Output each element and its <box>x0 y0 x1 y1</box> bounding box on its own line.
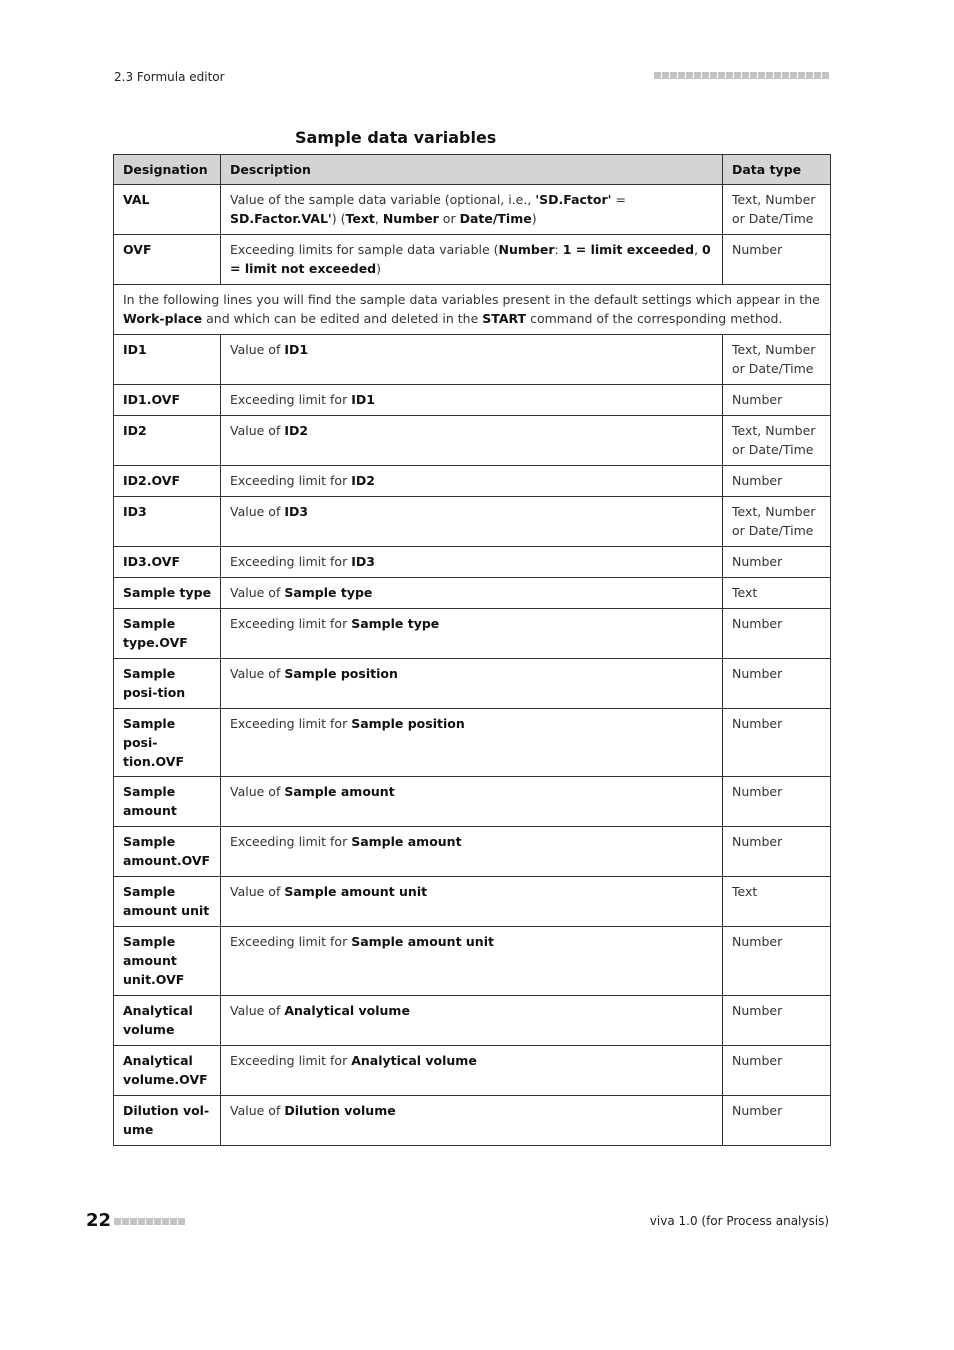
data-type-cell: Number <box>723 385 831 416</box>
description-cell <box>221 385 723 416</box>
designation-cell: ID2.OVF <box>114 466 221 497</box>
description-cell <box>221 497 723 547</box>
designation-cell: Sample amount unit <box>114 877 221 927</box>
description-cell <box>221 578 723 609</box>
bold-text: ID1 <box>351 392 375 407</box>
table-row <box>114 578 831 609</box>
bold-text: Work-place <box>123 311 203 326</box>
bold-text: Number <box>382 211 439 226</box>
table-row <box>114 877 831 927</box>
bold-text: Text <box>345 211 375 226</box>
designation-cell: Sample posi-tion <box>114 659 221 709</box>
designation-cell: ID1 <box>114 335 221 385</box>
text-run: = <box>611 192 626 207</box>
bold-text: ID2 <box>284 423 309 438</box>
data-type-cell: Number <box>723 1096 831 1146</box>
bold-text: Sample amount unit <box>284 884 428 899</box>
text-run: Value of <box>230 666 285 681</box>
table-row <box>114 777 831 827</box>
description-cell <box>221 185 723 235</box>
bold-text: Sample position <box>351 716 465 731</box>
description-cell <box>221 416 723 466</box>
description-cell <box>221 609 723 659</box>
description-cell <box>221 996 723 1046</box>
data-type-cell: Number <box>723 466 831 497</box>
decorative-square <box>742 72 749 79</box>
decorative-square <box>686 72 693 79</box>
text-run: Value of <box>230 504 285 519</box>
designation-cell: ID1.OVF <box>114 385 221 416</box>
bold-text: Analytical volume <box>351 1053 477 1068</box>
text-run: Exceeding limit for <box>230 473 352 488</box>
bold-text: Sample position <box>284 666 398 681</box>
bold-text: Sample amount <box>351 834 462 849</box>
decorative-square <box>138 1218 145 1225</box>
description-cell <box>221 827 723 877</box>
bold-text: Sample amount unit <box>351 934 494 949</box>
text-run: and which can be edited and deleted in the <box>202 311 483 326</box>
table-row <box>114 235 831 285</box>
decorative-square <box>814 72 821 79</box>
designation-cell: ID2 <box>114 416 221 466</box>
data-type-cell: Number <box>723 609 831 659</box>
text-run: Value of <box>230 585 285 600</box>
designation-cell: Sample type.OVF <box>114 609 221 659</box>
header-square-bar <box>654 72 829 79</box>
section-title: Sample data variables <box>295 128 497 147</box>
text-run: Value of <box>230 342 285 357</box>
data-type-cell: Number <box>723 1046 831 1096</box>
table-row <box>114 1046 831 1096</box>
decorative-square <box>702 72 709 79</box>
running-head: 2.3 Formula editor <box>114 70 225 84</box>
text-run: Exceeding limit for <box>230 834 352 849</box>
table-row <box>114 709 831 777</box>
text-run: ) <box>376 261 382 276</box>
decorative-square <box>122 1218 129 1225</box>
data-type-cell: Number <box>723 659 831 709</box>
footer-square-bar <box>114 1218 185 1225</box>
description-cell <box>221 777 723 827</box>
description-cell <box>221 927 723 996</box>
decorative-square <box>114 1218 121 1225</box>
decorative-square <box>782 72 789 79</box>
sample-data-variables-table <box>113 154 831 1146</box>
decorative-square <box>790 72 797 79</box>
decorative-square <box>734 72 741 79</box>
table-row <box>114 927 831 996</box>
text-run: Value of <box>230 423 285 438</box>
decorative-square <box>726 72 733 79</box>
bold-text: 'SD.Factor' <box>535 192 612 207</box>
description-cell <box>221 466 723 497</box>
decorative-square <box>170 1218 177 1225</box>
text-run: Exceeding limit for <box>230 934 352 949</box>
data-type-cell: Text <box>723 578 831 609</box>
description-cell <box>221 235 723 285</box>
description-cell <box>221 709 723 777</box>
page-number: 22 <box>86 1210 112 1231</box>
bold-text: ID1 <box>284 342 309 357</box>
data-type-cell: Number <box>723 777 831 827</box>
table-row <box>114 827 831 877</box>
column-header-data-type: Data type <box>723 155 831 185</box>
designation-cell: Sample type <box>114 578 221 609</box>
bold-text: ID3 <box>284 504 309 519</box>
decorative-square <box>130 1218 137 1225</box>
text-run: Exceeding limit for <box>230 616 352 631</box>
designation-cell: Dilution vol-ume <box>114 1096 221 1146</box>
decorative-square <box>178 1218 185 1225</box>
table-row <box>114 466 831 497</box>
decorative-square <box>750 72 757 79</box>
designation-cell: ID3.OVF <box>114 547 221 578</box>
data-type-cell: Number <box>723 827 831 877</box>
data-type-cell: Text <box>723 877 831 927</box>
text-run: In the following lines you will find the sample data variables present in the default settings which appear in the <box>123 292 820 307</box>
text-run: Value of the sample data variable (optional, i.e., <box>230 192 536 207</box>
data-type-cell: Number <box>723 709 831 777</box>
description-cell <box>221 547 723 578</box>
bold-text: ID3 <box>351 554 375 569</box>
bold-text: Analytical volume <box>284 1003 410 1018</box>
table-row <box>114 996 831 1046</box>
designation-cell: ID3 <box>114 497 221 547</box>
decorative-square <box>758 72 765 79</box>
bold-text: Sample amount <box>284 784 395 799</box>
bold-text: Date/Time <box>459 211 532 226</box>
decorative-square <box>766 72 773 79</box>
table-note-cell <box>114 285 831 335</box>
table-row <box>114 185 831 235</box>
decorative-square <box>806 72 813 79</box>
table-row <box>114 285 831 335</box>
designation-cell: VAL <box>114 185 221 235</box>
table-header-row <box>114 155 831 185</box>
decorative-square <box>718 72 725 79</box>
text-run: Exceeding limit for <box>230 1053 352 1068</box>
table-row <box>114 1096 831 1146</box>
bold-text: Dilution volume <box>284 1103 396 1118</box>
description-cell <box>221 1046 723 1096</box>
text-run: , <box>374 211 383 226</box>
data-type-cell: Number <box>723 927 831 996</box>
data-type-cell: Text, Number or Date/Time <box>723 416 831 466</box>
decorative-square <box>162 1218 169 1225</box>
column-header-designation: Designation <box>114 155 221 185</box>
table-row <box>114 659 831 709</box>
text-run: , <box>694 242 703 257</box>
text-run: Exceeding limit for <box>230 716 352 731</box>
decorative-square <box>654 72 661 79</box>
data-type-cell: Number <box>723 547 831 578</box>
decorative-square <box>154 1218 161 1225</box>
text-run: ) ( <box>331 211 346 226</box>
decorative-square <box>822 72 829 79</box>
text-run: Exceeding limits for sample data variable ( <box>230 242 499 257</box>
designation-cell: Analytical volume.OVF <box>114 1046 221 1096</box>
text-run: Value of <box>230 884 285 899</box>
bold-text: Sample type <box>284 585 373 600</box>
designation-cell: Sample amount <box>114 777 221 827</box>
decorative-square <box>710 72 717 79</box>
bold-text: Sample type <box>351 616 440 631</box>
table-row <box>114 416 831 466</box>
bold-text: ID2 <box>351 473 375 488</box>
text-run: : <box>554 242 563 257</box>
footer-product-title: viva 1.0 (for Process analysis) <box>649 1214 829 1228</box>
description-cell <box>221 1096 723 1146</box>
text-run: Value of <box>230 1003 285 1018</box>
table-body <box>114 185 831 1146</box>
text-run: or <box>438 211 460 226</box>
table-row <box>114 385 831 416</box>
description-cell <box>221 877 723 927</box>
text-run: Exceeding limit for <box>230 392 352 407</box>
text-run: Value of <box>230 784 285 799</box>
designation-cell: Sample amount unit.OVF <box>114 927 221 996</box>
description-cell <box>221 335 723 385</box>
description-cell <box>221 659 723 709</box>
bold-text: SD.Factor.VAL' <box>230 211 332 226</box>
data-type-cell: Number <box>723 235 831 285</box>
text-run: Exceeding limit for <box>230 554 352 569</box>
table-row <box>114 497 831 547</box>
decorative-square <box>694 72 701 79</box>
decorative-square <box>678 72 685 79</box>
designation-cell: Sample posi-tion.OVF <box>114 709 221 777</box>
column-header-description: Description <box>221 155 723 185</box>
designation-cell: Analytical volume <box>114 996 221 1046</box>
bold-text: Number <box>498 242 555 257</box>
decorative-square <box>670 72 677 79</box>
designation-cell: Sample amount.OVF <box>114 827 221 877</box>
decorative-square <box>798 72 805 79</box>
decorative-square <box>662 72 669 79</box>
table-row <box>114 547 831 578</box>
decorative-square <box>774 72 781 79</box>
data-type-cell: Text, Number or Date/Time <box>723 497 831 547</box>
bold-text: 0 = limit not exceeded <box>230 242 711 276</box>
bold-text: START <box>482 311 527 326</box>
text-run: Value of <box>230 1103 285 1118</box>
text-run: ) <box>531 211 537 226</box>
designation-cell: OVF <box>114 235 221 285</box>
data-type-cell: Text, Number or Date/Time <box>723 335 831 385</box>
bold-text: 1 = limit exceeded <box>562 242 695 257</box>
text-run: command of the corresponding method. <box>526 311 783 326</box>
table-row <box>114 609 831 659</box>
data-type-cell: Number <box>723 996 831 1046</box>
decorative-square <box>146 1218 153 1225</box>
data-type-cell: Text, Number or Date/Time <box>723 185 831 235</box>
table-row <box>114 335 831 385</box>
